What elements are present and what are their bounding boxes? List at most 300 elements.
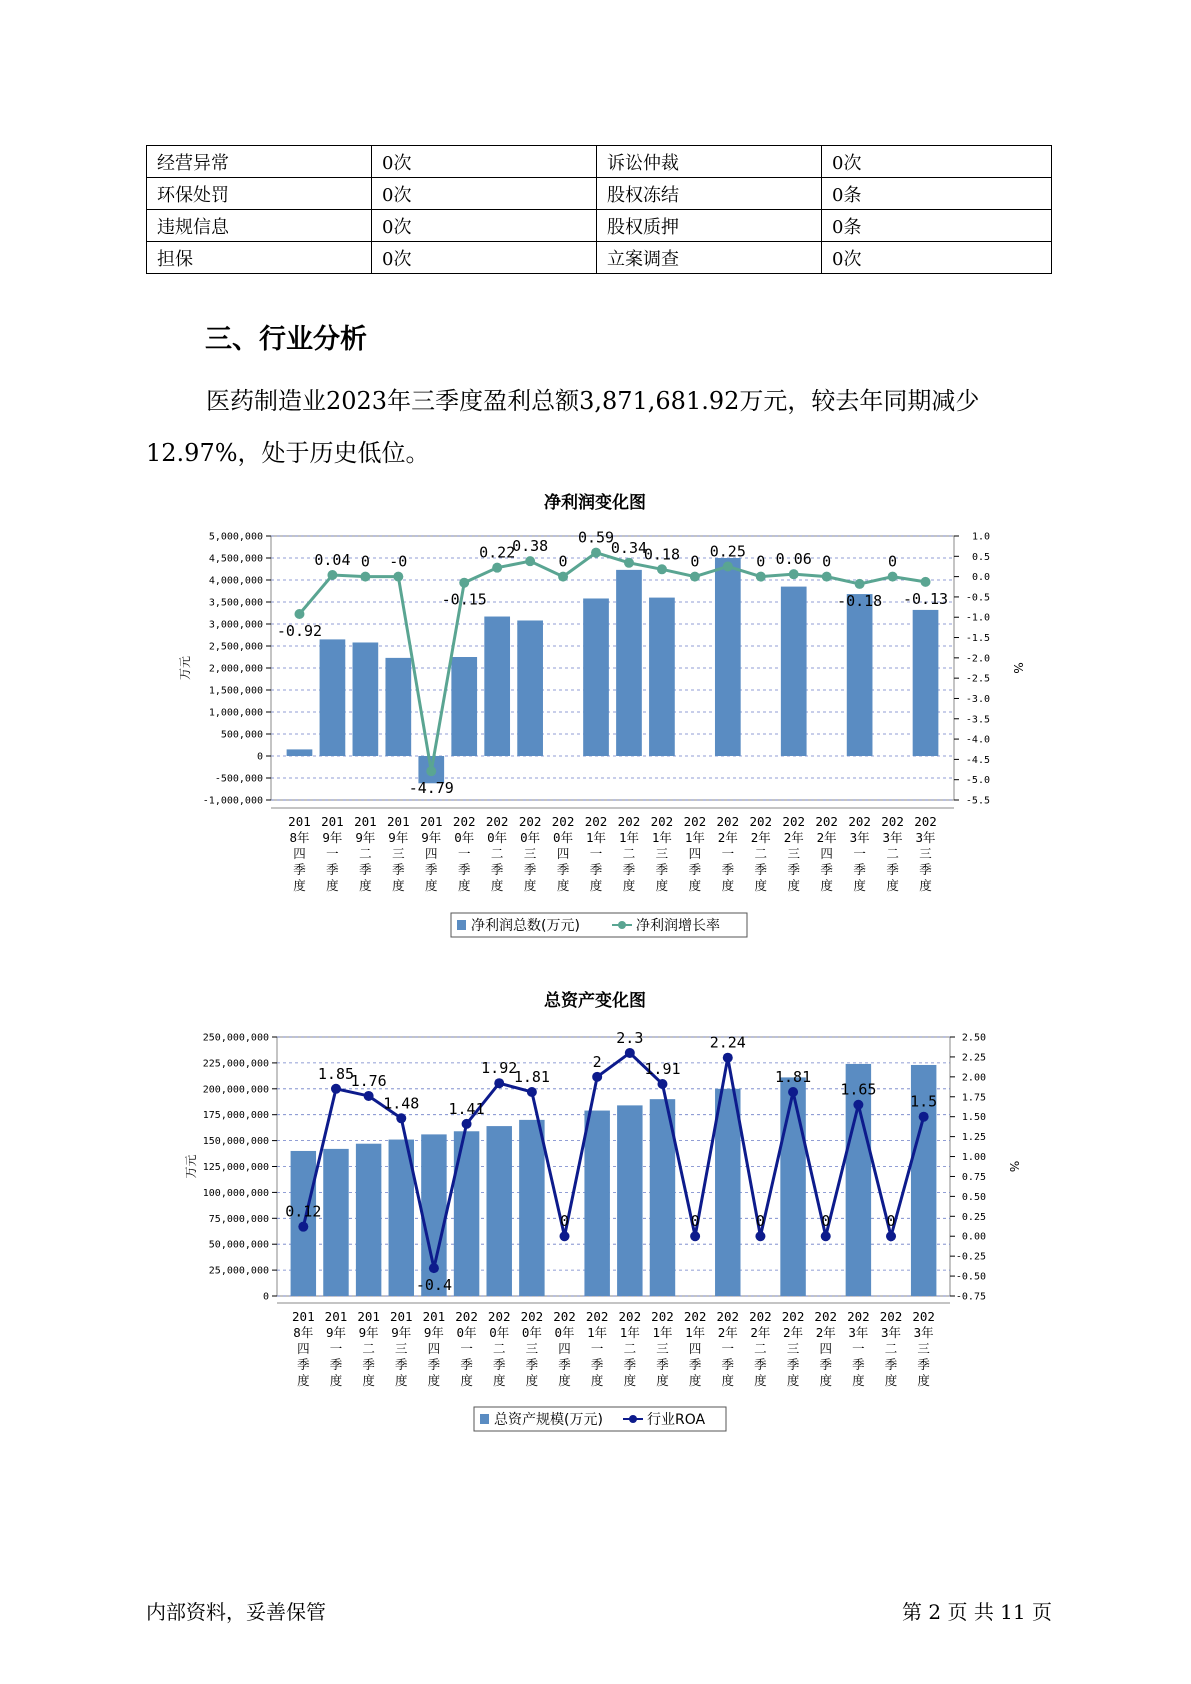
category-label: 0年 [521, 1325, 542, 1340]
category-label: 1年 [587, 1325, 608, 1340]
category-label: 季 [622, 862, 636, 877]
category-label: 9年 [355, 830, 376, 845]
category-label: 度 [786, 1373, 800, 1388]
bar [356, 1144, 381, 1296]
category-label: 度 [490, 878, 504, 893]
section-title: 三、行业分析 [205, 324, 367, 355]
category-label: 二 [754, 846, 768, 861]
line-point [888, 572, 898, 582]
category-label: 度 [886, 878, 899, 893]
category-label: 9年 [358, 1325, 379, 1340]
line-point [331, 1084, 341, 1094]
category-label: 季 [297, 1357, 310, 1372]
table-value-cell: 0次 [372, 146, 597, 178]
category-label: 度 [329, 1373, 343, 1388]
category-label: 度 [492, 1373, 506, 1388]
data-label: 1.91 [644, 1060, 681, 1079]
category-label: 202 [881, 814, 904, 829]
category-label: 201 [324, 1309, 348, 1324]
category-label: 度 [589, 878, 603, 893]
category-label: 2年 [783, 1325, 804, 1340]
category-label: 二 [884, 1341, 898, 1356]
category-label: 202 [452, 814, 476, 829]
table-value-cell: 0次 [372, 178, 597, 210]
category-label: 二 [490, 846, 504, 861]
line-point [624, 558, 634, 568]
category-label: 202 [618, 1309, 642, 1324]
category-label: 202 [683, 814, 707, 829]
total-assets-chart [0, 985, 1191, 1455]
category-label: 202 [814, 1309, 838, 1324]
line-point [657, 564, 667, 574]
category-label: 度 [622, 878, 636, 893]
line-point [364, 1091, 374, 1101]
category-label: 度 [359, 878, 372, 893]
line-point [821, 1231, 831, 1241]
data-label: 1.76 [350, 1071, 387, 1090]
data-label: 0 [822, 552, 832, 571]
category-label: 季 [392, 862, 405, 877]
category-label: 202 [584, 814, 608, 829]
left-tick-label: 4,500,000 [208, 553, 263, 565]
legend-bar-label: 净利润总数(万元) [471, 918, 580, 934]
category-label: 2年 [717, 830, 738, 845]
data-label: -0.4 [415, 1276, 452, 1295]
left-tick-label: 125,000,000 [202, 1162, 269, 1173]
table-row [147, 210, 1052, 242]
category-label: 度 [460, 1373, 473, 1388]
category-label: 季 [688, 1357, 702, 1372]
line-point [723, 1053, 733, 1063]
table-label-cell: 经营异常 [147, 146, 372, 178]
bar [484, 617, 510, 756]
category-label: 二 [754, 1341, 767, 1356]
left-tick-label: 4,000,000 [208, 575, 263, 587]
table-label-cell: 股权质押 [597, 210, 822, 242]
category-label: 9年 [325, 1325, 346, 1340]
category-label: 季 [359, 862, 372, 877]
footer-confidential-note: 内部资料，妥善保管 [146, 1600, 326, 1624]
left-tick-label: 2,000,000 [208, 663, 263, 675]
line-point [788, 1087, 798, 1097]
bar [617, 1105, 642, 1296]
category-label: 度 [523, 878, 537, 893]
category-label: 0年 [489, 1325, 510, 1340]
category-label: 度 [362, 1373, 375, 1388]
category-label: 四 [688, 846, 702, 861]
category-label: 202 [782, 814, 806, 829]
table-label-cell: 股权冻结 [597, 178, 822, 210]
data-label: 0 [558, 552, 568, 571]
line-point [429, 1263, 439, 1273]
category-label: 202 [650, 814, 674, 829]
category-label: 1年 [619, 1325, 640, 1340]
category-label: 202 [716, 814, 740, 829]
category-label: 度 [395, 1373, 408, 1388]
category-label: 9年 [423, 1325, 444, 1340]
category-label: 202 [914, 814, 937, 829]
line-point [396, 1113, 406, 1123]
left-tick-label: 3,500,000 [208, 597, 263, 609]
right-tick-label: -5.5 [965, 795, 990, 807]
category-label: 度 [853, 878, 866, 893]
right-tick-label: -0.25 [955, 1251, 986, 1263]
bar [486, 1126, 511, 1296]
category-label: 201 [419, 814, 443, 829]
line-point [360, 572, 370, 582]
category-label: 季 [853, 862, 866, 877]
category-label: 202 [485, 814, 509, 829]
category-label: 202 [847, 1309, 870, 1324]
category-label: 三 [523, 846, 537, 861]
category-label: 度 [556, 878, 570, 893]
category-label: 三 [392, 846, 405, 861]
category-label: 度 [623, 1373, 637, 1388]
category-label: 201 [288, 814, 311, 829]
right-axis-label: % [1011, 662, 1025, 674]
category-label: 度 [917, 1373, 930, 1388]
table-value-cell: 0条 [822, 210, 1052, 242]
category-label: 季 [425, 862, 438, 877]
right-tick-label: -5.0 [965, 775, 990, 787]
left-axis-label: 万元 [178, 655, 192, 681]
line-point [327, 570, 337, 580]
category-label: 度 [590, 1373, 604, 1388]
left-tick-label: 1,500,000 [208, 685, 263, 697]
right-tick-label: -3.5 [965, 714, 990, 726]
data-label: 0.12 [285, 1202, 322, 1221]
legend-line-label: 净利润增长率 [636, 918, 720, 934]
category-label: 季 [326, 862, 339, 877]
line-point [426, 766, 436, 776]
right-tick-label: 1.25 [961, 1132, 986, 1144]
category-label: 1年 [586, 830, 607, 845]
category-label: 季 [884, 1357, 898, 1372]
category-label: 季 [457, 862, 471, 877]
category-label: 季 [688, 862, 702, 877]
risk-summary-table [146, 145, 1052, 274]
bar [323, 1149, 348, 1296]
left-tick-label: -1,000,000 [202, 795, 263, 807]
category-label: 二 [492, 1341, 506, 1356]
category-label: 季 [852, 1357, 865, 1372]
bar [715, 1089, 740, 1296]
category-label: 度 [852, 1373, 865, 1388]
category-label: 1年 [652, 1325, 673, 1340]
category-label: 3年 [848, 1325, 869, 1340]
category-label: 季 [623, 1357, 637, 1372]
category-label: 四 [297, 1341, 310, 1356]
category-label: 0年 [553, 830, 574, 845]
category-label: 9年 [421, 830, 442, 845]
category-label: 1年 [684, 830, 705, 845]
line-point [625, 1048, 635, 1058]
bar [583, 598, 609, 756]
category-label: 三 [919, 846, 932, 861]
bar [847, 594, 873, 756]
table-row [147, 178, 1052, 210]
category-label: 0年 [520, 830, 541, 845]
category-label: 3年 [881, 1325, 902, 1340]
data-label: -0.92 [276, 621, 323, 640]
table-value-cell: 0次 [822, 146, 1052, 178]
data-label: -0 [389, 552, 408, 571]
right-tick-label: 0.5 [971, 551, 990, 563]
category-label: 季 [721, 1357, 735, 1372]
data-label: 1.81 [775, 1067, 812, 1086]
line-point [558, 572, 568, 582]
data-label: 0.34 [610, 538, 648, 557]
left-tick-label: -500,000 [214, 773, 263, 785]
bar [913, 610, 939, 756]
category-label: 季 [293, 862, 306, 877]
category-label: 度 [884, 1373, 898, 1388]
category-label: 季 [558, 1357, 571, 1372]
category-label: 四 [556, 846, 570, 861]
category-label: 季 [492, 1357, 506, 1372]
line-point [919, 1112, 929, 1122]
category-label: 季 [656, 1357, 669, 1372]
category-label: 季 [819, 1357, 832, 1372]
left-tick-label: 200,000,000 [202, 1084, 269, 1096]
data-label: -0.18 [837, 591, 883, 610]
left-tick-label: 75,000,000 [208, 1213, 269, 1225]
category-label: 度 [558, 1373, 571, 1388]
category-label: 四 [425, 846, 438, 861]
left-tick-label: 3,000,000 [208, 619, 263, 631]
category-label: 202 [553, 1309, 576, 1324]
category-label: 9年 [388, 830, 409, 845]
category-label: 三 [525, 1341, 539, 1356]
data-label: 2.24 [709, 1033, 746, 1052]
category-label: 一 [460, 1341, 473, 1356]
category-label: 202 [749, 1309, 772, 1324]
category-label: 3年 [915, 830, 936, 845]
category-label: 度 [525, 1373, 539, 1388]
net-profit-chart [0, 490, 1191, 965]
category-label: 2年 [717, 1325, 738, 1340]
data-label: 0 [560, 1212, 570, 1231]
category-label: 四 [427, 1341, 441, 1356]
category-label: 201 [422, 1309, 446, 1324]
line-point [294, 609, 304, 619]
category-label: 二 [622, 846, 636, 861]
category-label: 二 [886, 846, 899, 861]
line-point [494, 1078, 504, 1088]
category-label: 1年 [651, 830, 672, 845]
category-label: 季 [525, 1357, 539, 1372]
category-label: 一 [721, 846, 735, 861]
table-label-cell: 诉讼仲裁 [597, 146, 822, 178]
legend-line-marker [618, 921, 626, 929]
table-row [147, 242, 1052, 274]
data-label: 1.41 [448, 1099, 485, 1118]
bar [454, 1131, 479, 1296]
bar [385, 658, 411, 756]
category-label: 季 [917, 1357, 930, 1372]
category-label: 季 [886, 862, 899, 877]
category-label: 季 [329, 1357, 343, 1372]
category-label: 201 [357, 1309, 380, 1324]
table-value-cell: 0次 [822, 242, 1052, 274]
right-tick-label: 1.50 [961, 1112, 986, 1124]
category-label: 9年 [391, 1325, 412, 1340]
category-label: 0年 [454, 830, 475, 845]
line-point [592, 1072, 602, 1082]
bar [781, 587, 807, 756]
category-label: 202 [879, 1309, 903, 1324]
right-tick-label: 0.50 [961, 1191, 986, 1203]
category-label: 二 [362, 1341, 375, 1356]
table-label-cell: 立案调查 [597, 242, 822, 274]
category-label: 度 [819, 1373, 832, 1388]
category-label: 2年 [815, 1325, 836, 1340]
data-label: 0.18 [643, 545, 680, 564]
category-label: 二 [359, 846, 372, 861]
data-label: 0 [360, 552, 370, 571]
left-axis-label: 万元 [184, 1154, 198, 1179]
data-label: 0 [886, 1212, 896, 1231]
data-label: 2 [592, 1052, 602, 1071]
right-tick-label: -0.5 [965, 592, 990, 604]
data-label: 0.04 [314, 550, 351, 569]
line-point [723, 561, 733, 571]
category-label: 一 [589, 846, 603, 861]
category-label: 度 [754, 878, 768, 893]
left-tick-label: 1,000,000 [208, 707, 263, 719]
category-label: 一 [329, 1341, 343, 1356]
data-label: -4.79 [408, 779, 454, 798]
category-label: 季 [754, 1357, 767, 1372]
line-point [525, 556, 535, 566]
right-tick-label: -0.75 [955, 1291, 986, 1303]
table-value-cell: 0条 [822, 178, 1052, 210]
data-label: 0 [821, 1212, 831, 1231]
category-label: 季 [395, 1357, 408, 1372]
category-label: 201 [389, 1309, 413, 1324]
category-label: 8年 [293, 1325, 314, 1340]
category-label: 季 [362, 1357, 375, 1372]
category-label: 3年 [882, 830, 903, 845]
category-label: 季 [460, 1357, 473, 1372]
left-tick-label: 250,000,000 [202, 1032, 269, 1044]
line-point [527, 1087, 537, 1097]
category-label: 0年 [456, 1325, 477, 1340]
category-label: 3年 [913, 1325, 934, 1340]
line-point [462, 1119, 472, 1129]
category-label: 季 [556, 862, 570, 877]
category-label: 2年 [750, 830, 771, 845]
category-label: 季 [919, 862, 932, 877]
category-label: 度 [392, 878, 405, 893]
data-label: 1.85 [317, 1064, 355, 1083]
line-point [393, 572, 403, 582]
category-label: 一 [457, 846, 471, 861]
category-label: 四 [819, 1341, 832, 1356]
line-point [591, 548, 601, 558]
right-tick-label: -2.0 [965, 653, 990, 665]
category-label: 一 [721, 1341, 735, 1356]
left-tick-label: 0 [262, 1291, 269, 1303]
line-point [853, 1100, 863, 1110]
right-tick-label: -1.5 [965, 633, 990, 645]
category-label: 3年 [849, 830, 870, 845]
legend-bar-swatch [480, 1414, 489, 1424]
chart-title: 总资产变化图 [544, 991, 646, 1011]
category-label: 0年 [487, 830, 508, 845]
category-label: 9年 [322, 830, 343, 845]
category-label: 202 [520, 1309, 544, 1324]
bar [320, 639, 346, 756]
data-label: 0.06 [775, 550, 812, 569]
right-tick-label: 0.0 [971, 572, 990, 584]
category-label: 三 [655, 846, 669, 861]
category-label: 202 [487, 1309, 511, 1324]
category-label: 202 [551, 814, 575, 829]
right-tick-label: -4.5 [965, 754, 990, 766]
data-label: 0 [756, 552, 766, 571]
line-point [657, 1079, 667, 1089]
right-tick-label: 2.00 [961, 1072, 986, 1084]
footer-page-number: 第 2 页 共 11 页 [902, 1600, 1052, 1624]
table-value-cell: 0次 [372, 242, 597, 274]
category-label: 1年 [618, 830, 639, 845]
line-point [789, 569, 799, 579]
category-label: 度 [655, 878, 669, 893]
table-row [147, 146, 1052, 178]
right-tick-label: 1.0 [971, 531, 990, 543]
category-label: 度 [457, 878, 471, 893]
category-label: 季 [590, 1357, 604, 1372]
category-label: 2年 [816, 830, 837, 845]
bar [649, 598, 675, 756]
category-label: 202 [585, 1309, 609, 1324]
category-label: 三 [786, 1341, 800, 1356]
category-label: 度 [297, 1373, 310, 1388]
left-tick-label: 2,500,000 [208, 641, 263, 653]
line-point [755, 1231, 765, 1241]
chart-title: 净利润变化图 [544, 493, 646, 513]
category-label: 一 [852, 1341, 865, 1356]
category-label: 202 [683, 1309, 707, 1324]
left-tick-label: 5,000,000 [208, 531, 263, 543]
category-label: 季 [721, 862, 735, 877]
left-tick-label: 0 [256, 751, 263, 763]
category-label: 201 [321, 814, 344, 829]
category-label: 三 [656, 1341, 669, 1356]
data-label: 0 [690, 1212, 700, 1231]
data-label: 0.25 [709, 542, 746, 561]
legend-line-marker [629, 1415, 637, 1423]
category-label: 二 [623, 1341, 637, 1356]
category-label: 202 [455, 1309, 478, 1324]
category-label: 202 [518, 814, 542, 829]
category-label: 202 [781, 1309, 805, 1324]
category-label: 四 [293, 846, 306, 861]
bar [517, 620, 543, 756]
industry-analysis-paragraph: 医药制造业2023年三季度盈利总额3,871,681.92万元，较去年同期减少12.97%，处于历史低位。 [146, 387, 980, 467]
category-label: 度 [787, 878, 800, 893]
right-axis-label: % [1007, 1160, 1021, 1173]
category-label: 201 [292, 1309, 315, 1324]
line-point [690, 1231, 700, 1241]
legend-line-label: 行业ROA [647, 1412, 706, 1428]
table-value-cell: 0次 [372, 210, 597, 242]
line-point [886, 1231, 896, 1241]
line-point [690, 572, 700, 582]
data-label: 0.22 [479, 543, 516, 562]
category-label: 0年 [554, 1325, 575, 1340]
